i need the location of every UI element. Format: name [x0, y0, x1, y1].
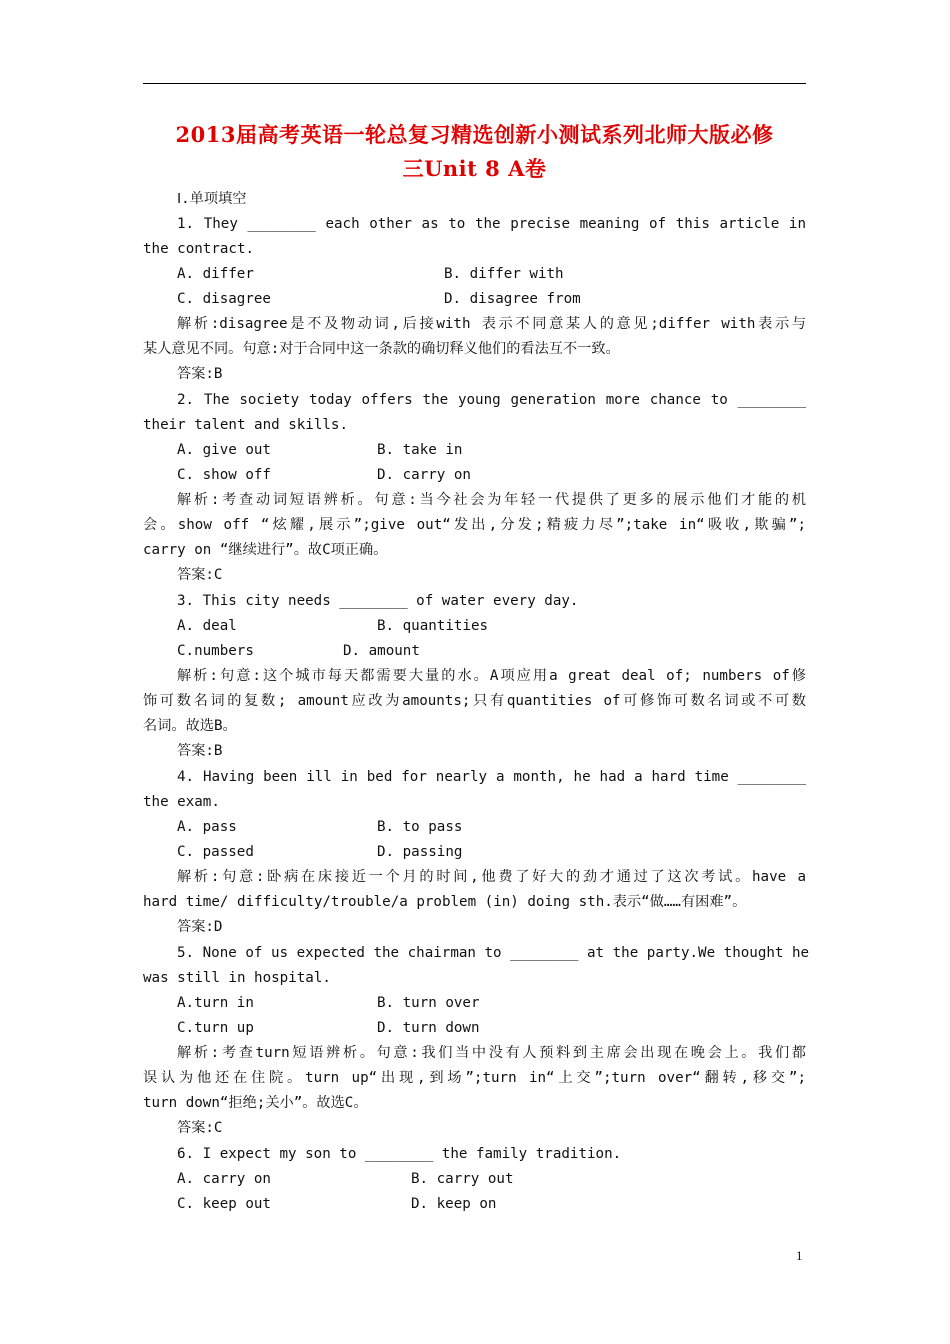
question-4-answer: 答案:D [177, 919, 223, 935]
question-1-text-cont: the contract. [143, 241, 255, 257]
question-4-option-d: D. passing [377, 844, 463, 860]
question-3-option-d: D. amount [343, 643, 420, 659]
question-4-option-a: A. pass [177, 819, 237, 835]
question-3-option-c: C.numbers [177, 643, 254, 659]
question-6-text: 6. I expect my son to ________ the family tradition. [177, 1146, 622, 1162]
question-2-option-a: A. give out [177, 442, 271, 458]
question-2-text: 2. The society today offers the young generation more chance to ________ [177, 392, 806, 408]
question-6-option-a: A. carry on [177, 1171, 271, 1187]
question-3-answer: 答案:B [177, 743, 223, 759]
question-1-option-c: C. disagree [177, 291, 271, 307]
question-5-explanation-cont-2: turn down“拒绝;关小”。故选C。 [143, 1095, 368, 1111]
question-4-text: 4. Having been ill in bed for nearly a month, he had a hard time ________ [177, 769, 806, 785]
question-5-text-cont: was still in hospital. [143, 970, 331, 986]
question-1-answer: 答案:B [177, 366, 223, 382]
question-1-option-d: D. disagree from [444, 291, 581, 307]
question-5-answer: 答案:C [177, 1120, 223, 1136]
question-1-text: 1. They ________ each other as to the precise meaning of this article in [177, 216, 806, 232]
doc-title-line-2: 三Unit 8 A卷 [402, 156, 547, 181]
question-3-explanation-cont: 饰可数名词的复数; amount应改为amounts;只有quantities of可修饰可数名词或不可数 [143, 693, 806, 709]
question-6-option-d: D. keep on [411, 1196, 497, 1212]
question-3-explanation: 解析:句意:这个城市每天都需要大量的水。A项应用a great deal of; numbers of修 [177, 668, 806, 684]
question-2-option-c: C. show off [177, 467, 271, 483]
doc-title-line-1: 2013届高考英语一轮总复习精选创新小测试系列北师大版必修 [175, 122, 774, 147]
question-2-explanation: 解析:考查动词短语辨析。句意:当今社会为年轻一代提供了更多的展示他们才能的机 [177, 492, 806, 508]
question-2-explanation-cont-2: carry on “继续进行”。故C项正确。 [143, 542, 388, 558]
question-4-option-c: C. passed [177, 844, 254, 860]
page-number: 1 [796, 1248, 803, 1263]
question-4-option-b: B. to pass [377, 819, 463, 835]
question-1-explanation-cont: 某人意见不同。句意:对于合同中这一条款的确切释义他们的看法互不一致。 [143, 341, 620, 357]
section-heading: Ⅰ.单项填空 [177, 191, 247, 207]
question-1-explanation: 解析:disagree是不及物动词,后接with 表示不同意某人的意见;differ with表示与 [177, 316, 806, 332]
question-1-option-b: B. differ with [444, 266, 564, 282]
question-4-explanation-cont: hard time/ difficulty/trouble/a problem (in) doing sth.表示“做……有困难”。 [143, 894, 747, 910]
question-6-option-b: B. carry out [411, 1171, 514, 1187]
question-2-option-b: B. take in [377, 442, 463, 458]
question-2-answer: 答案:C [177, 567, 223, 583]
question-3-option-a: A. deal [177, 618, 237, 634]
question-3-option-b: B. quantities [377, 618, 489, 634]
header-rule [143, 83, 806, 84]
question-3-text: 3. This city needs ________ of water every day. [177, 593, 579, 609]
question-2-option-d: D. carry on [377, 467, 471, 483]
question-2-explanation-cont: 会。show off “炫耀,展示”;give out“发出,分发;精疲力尽”;take in“吸收,欺骗”; [143, 517, 806, 533]
question-5-text: 5. None of us expected the chairman to ________ at the party.We thought he [177, 945, 810, 961]
question-2-text-cont: their talent and skills. [143, 417, 348, 433]
question-5-option-c: C.turn up [177, 1020, 254, 1036]
question-4-explanation: 解析:句意:卧病在床接近一个月的时间,他费了好大的劲才通过了这次考试。have a [177, 869, 806, 885]
question-6-option-c: C. keep out [177, 1196, 271, 1212]
question-3-explanation-cont-2: 名词。故选B。 [143, 718, 237, 734]
question-5-option-a: A.turn in [177, 995, 254, 1011]
question-4-text-cont: the exam. [143, 794, 220, 810]
question-5-explanation: 解析:考查turn短语辨析。句意:我们当中没有人预料到主席会出现在晚会上。我们都 [177, 1045, 806, 1061]
question-5-option-b: B. turn over [377, 995, 480, 1011]
question-5-option-d: D. turn down [377, 1020, 480, 1036]
question-5-explanation-cont: 误认为他还在住院。turn up“出现,到场”;turn in“上交”;turn over“翻转,移交”; [143, 1070, 806, 1086]
question-1-option-a: A. differ [177, 266, 254, 282]
